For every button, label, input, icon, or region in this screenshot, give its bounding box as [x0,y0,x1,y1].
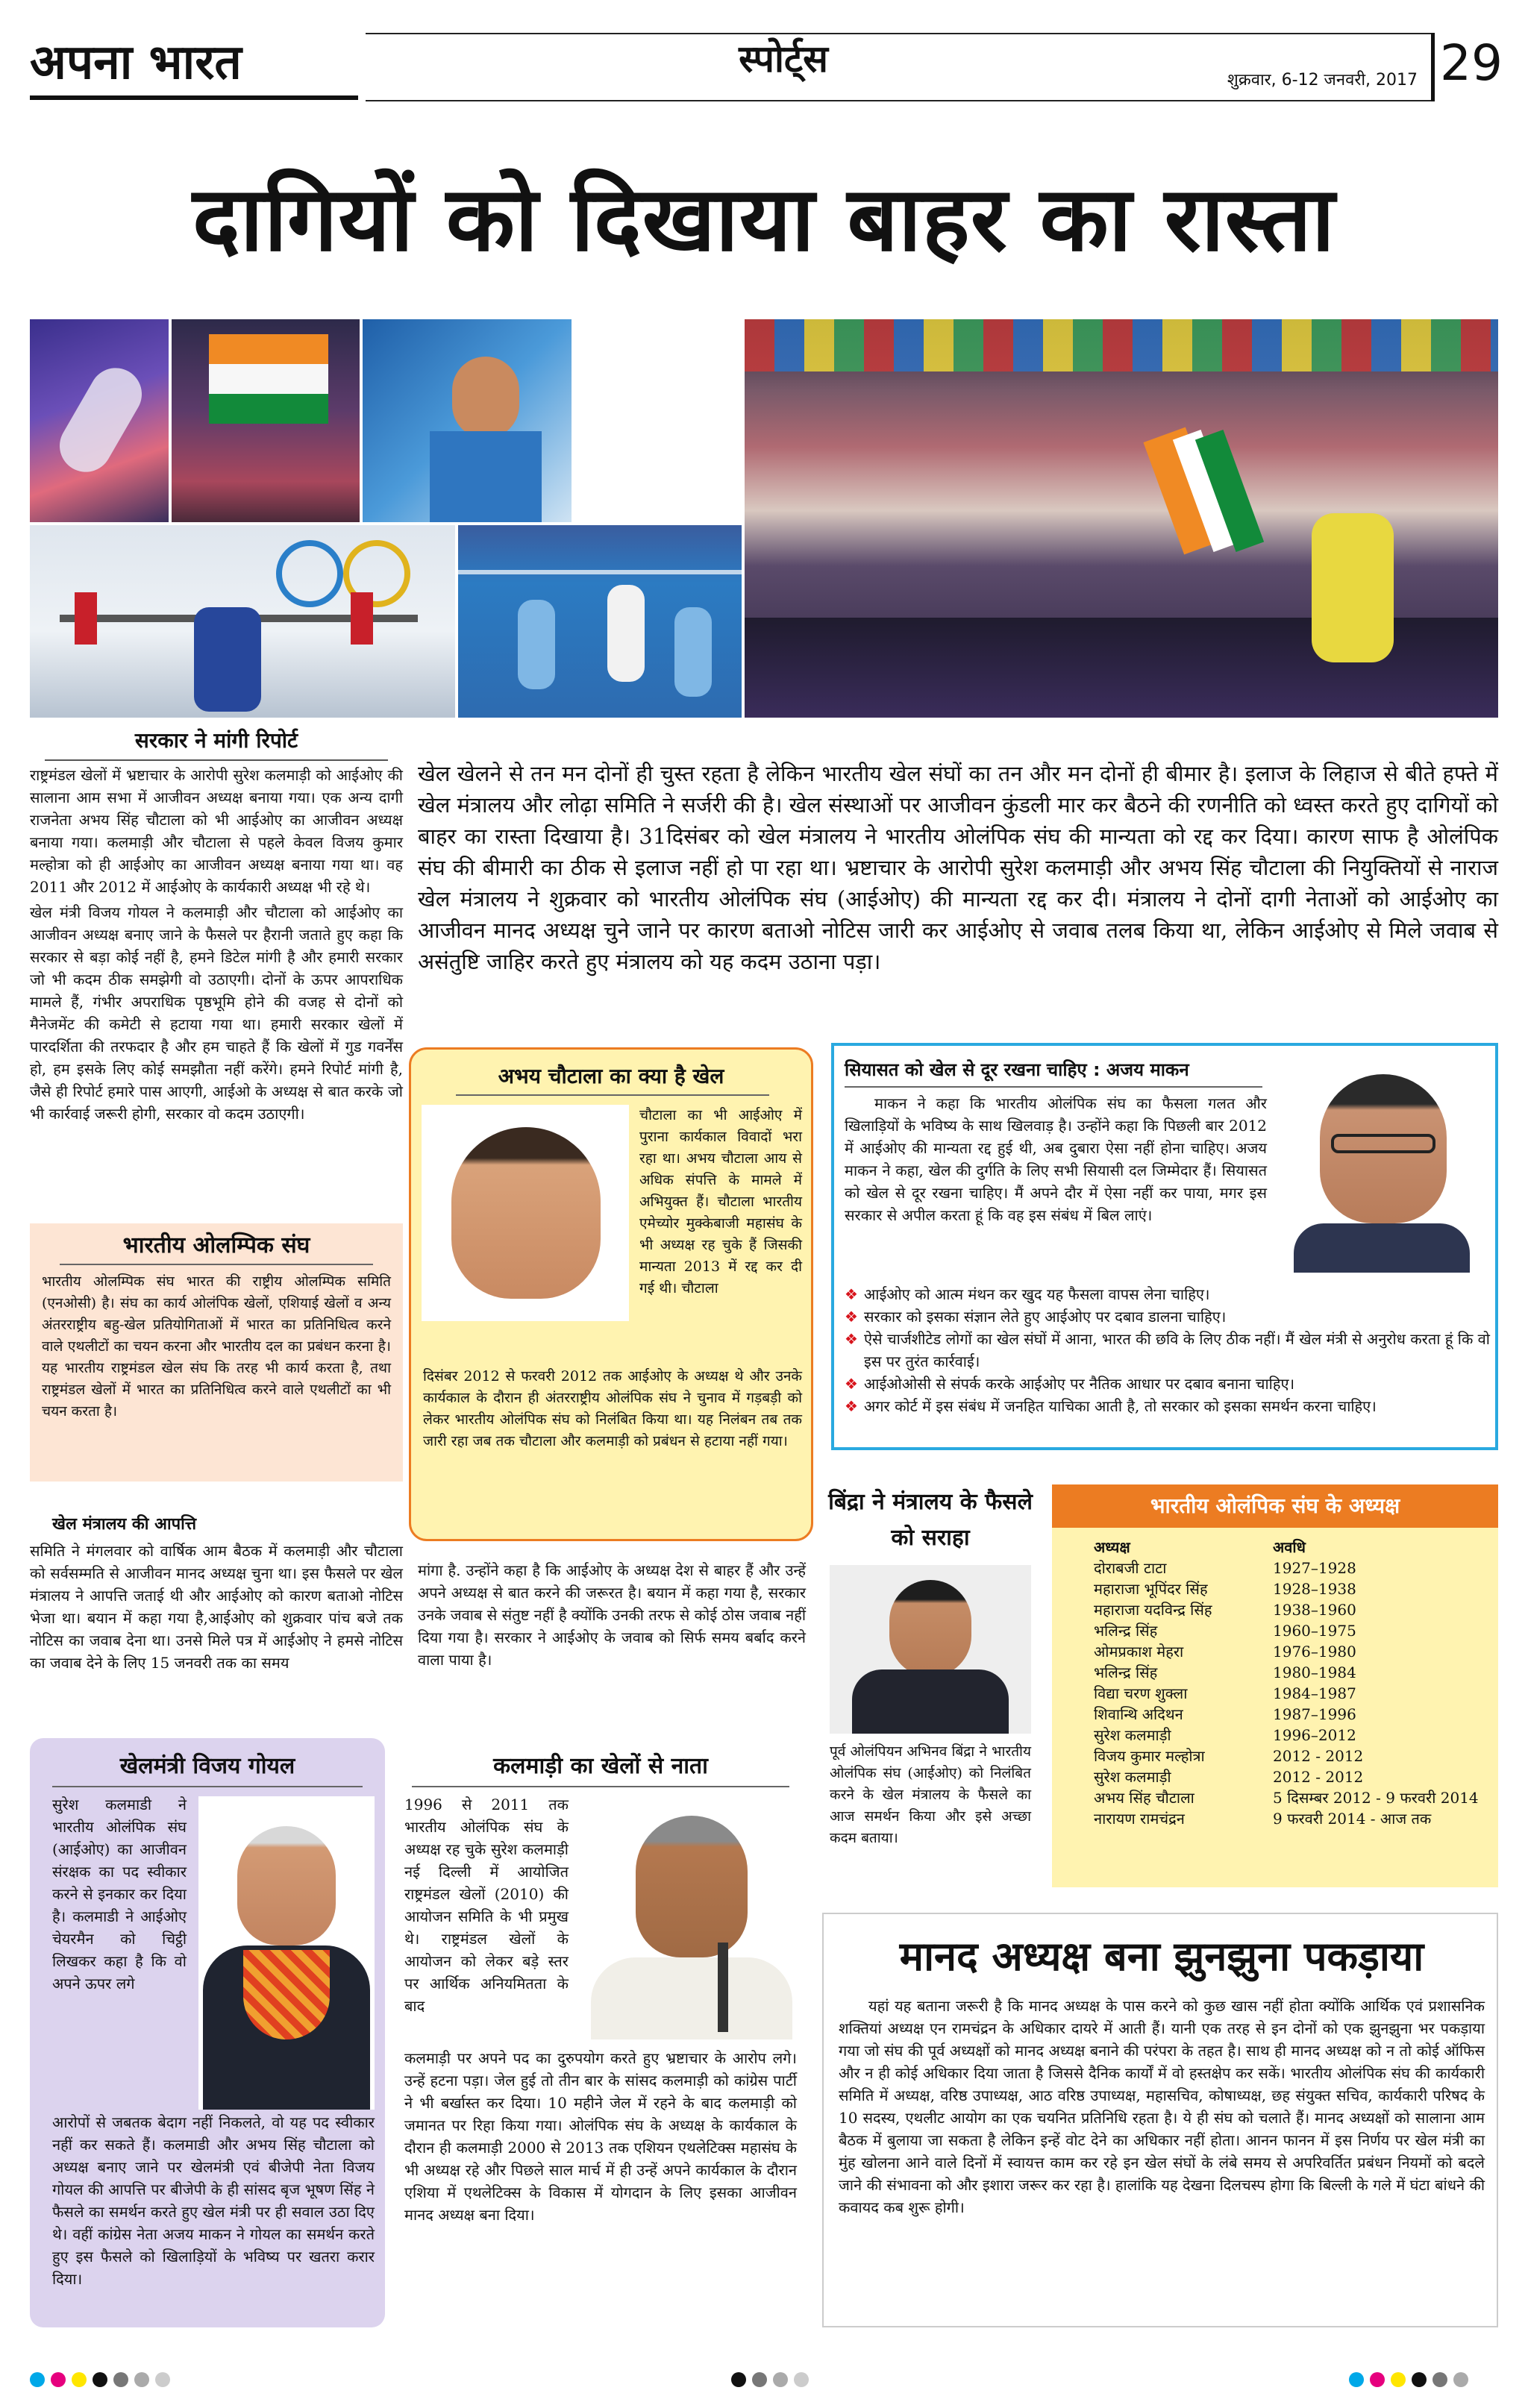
registration-marks-left [30,2372,254,2390]
registration-dot [731,2372,746,2387]
col-name-header: अध्यक्ष [1094,1538,1130,1556]
kalmadi-box-rule [412,1786,789,1787]
goel-text-bottom: आरोपों से जबतक बेदाग नहीं निकलते, वो यह पद स्वीकार नहीं कर सकते हैं। कलमाडी और अभय सिंह चौटाला को अध्यक्ष बनाए जाने पर खेलमंत्री एवं बीजेपी नेता विजय गोयल की आपत्ति पर बीजेपी के ही सांसद बृज भूषण सिंह ने फैसले का समर्थन करते हुए खेल मंत्री पर ही सवाल उठा दिए थे। वहीं कांग्रेस नेता अजय माकन ने गोयल का समर्थन करते हुए इस फैसले को खिलाड़ियों के भविष्य पर खतरा करार दिया। [52,2113,375,2288]
kalmadi-text-bottom: कलमाड़ी पर अपने पद का दुरुपयोग करते हुए भ्रष्टाचार के आरोप लगे। उन्हें हटना पड़ा। जेल हुई तो तीन बार के सांसद कलमाड़ी को कांग्रेस पार्टी ने भी बर्खास्त कर दिया। 10 महीने जेल में रहने के बाद कलमाड़ी को जमानत पर रिहा किया गया। ओलंपिक संघ के अध्यक्ष के कार्यकाल के दौरान ही कलमाड़ी 2000 से 2013 तक एशियन एथलेटिक्स महासंघ के भी अध्यक्ष रहे और पिछले साल मार्च में ही उन्हें अपने कार्यकाल के दौरान एशिया में एथलेटिक्स के विकास में योगदान के लिए इसका आजीवन मानद अध्यक्ष बना दिया। [404,2049,797,2224]
goel-portrait [198,1796,375,2110]
col-term-header: अवधि [1273,1538,1306,1556]
president-term: 2012 - 2012 [1273,1768,1364,1786]
goel-box-title: खेलमंत्री विजय गोयल [119,1753,295,1779]
ioa-box [30,1223,403,1482]
report-paragraph: राष्ट्रमंडल खेलों में भ्रष्टाचार के आरोपी सुरेश कलमाड़ी को आईओए की सालाना आम सभा में आजीवन अध्यक्ष बनाया गया। एक अन्य दागी राजनेता अभय सिंह चौटाला को भी आईओए का आजीवन अध्यक्ष बनाया गया। कलमाड़ी और चौटाला से पहले केवल विजय कुमार मल्होत्रा को ही आईओए का आजीवन अध्यक्ष बनाया गया था। वह 2011 और 2012 में आईओए के कार्यकारी अध्यक्ष भी रहे थे। [30,766,403,896]
kalmadi-portrait [583,1793,800,2039]
president-term: 2012 - 2012 [1273,1747,1364,1765]
chautala-box-rule [456,1094,769,1096]
kalmadi-box-title: कलमाड़ी का खेलों से नाता [493,1753,708,1779]
president-term: 1976–1980 [1273,1643,1356,1661]
president-term: 1927–1928 [1273,1559,1356,1577]
registration-dot [1349,2372,1364,2387]
table-row [1089,1599,1485,1620]
registration-dot [113,2372,128,2387]
maken-bullet: ❖ आईओए को आत्म मंथन कर खुद यह फैसला वापस लेना चाहिए। [845,1283,1267,1305]
goel-box [30,1738,385,2327]
logo: अपना भारत [30,35,242,90]
chautala-portrait [422,1105,629,1321]
president-name: सुरेश कलमाड़ी [1094,1768,1171,1786]
registration-dot [794,2372,809,2387]
issue-date: शुक्रवार, 6-12 जनवरी, 2017 [1227,71,1418,90]
president-name: शिवान्थि अदिथन [1094,1705,1183,1723]
maken-bullet: ❖ ऐसे चार्जशीटेड लोगों का खेल संघों में आना, भारत की छवि के लिए ठीक नहीं। मैं खेल मंत्री से अनुरोध करता हूं कि वो इस पर तुरंत कार्रवाई। [845,1328,1491,1373]
goel-text-side: सुरेश कलमाडी ने भारतीय ओलंपिक संघ (आईओए) का आजीवन संरक्षक का पद स्वीकार करने से इनकार कर दिया है। कलमाडी ने आईओए चेयरमैन को चिट्ठी लिखकर कहा है कि वो अपने ऊपर लगे [52,1796,187,1992]
ioa-box-rule [60,1264,373,1265]
maken-text: माकन ने कहा कि भारतीय ओलंपिक संघ का फैसला गलत और खिलाड़ियों के भविष्य के साथ खिलवाड़ है। उन्होंने कहा कि पिछली बार 2012 में आईओए की मान्यता रद्द हुई थी, अब दुबारा ऐसा नहीं होना चाहिए। अजय माकन ने कहा, खेल की दुर्गति के लिए सभी सियासी दल जिम्मेदार हैं। सियासत को खेल से दूर रखना चाहिए। मैं अपने दौर में ऐसा नहीं कर पाया, मगर इस सरकार से अपील करता हूं कि वह इस संबंध में बिल लाएं। [845,1094,1267,1224]
table-row [1089,1766,1485,1787]
president-name: विद्या चरण शुक्ला [1094,1684,1188,1702]
report-title: सरकार ने मांगी रिपोर्ट [134,728,298,753]
registration-dot [155,2372,170,2387]
registration-dot [1453,2372,1468,2387]
chautala-box [409,1047,813,1541]
president-name: विजय कुमार मल्होत्रा [1094,1747,1205,1765]
table-row [1089,1704,1485,1725]
maken-portrait [1279,1059,1485,1273]
president-name: भलिन्द्र सिंह [1094,1622,1158,1640]
registration-dot [752,2372,767,2387]
maken-bullets [845,1283,1491,1447]
page-number: 29 [1440,34,1503,92]
report-paragraph: खेल मंत्री विजय गोयल ने कलमाड़ी और चौटाला को आईओए का आजीवन अध्यक्ष बनाए जाने के फैसले पर हैरानी जताते हुए कहा कि सरकार से बड़ा कोई नहीं है, हमने डिटेल मांगी है और हमारी सरकार जो भी कदम ठीक समझेगी वो उठाएगी। दोनों के ऊपर आपराधिक मामले हैं, गंभीर अपराधिक पृष्ठभूमि होने की वजह से दोनों को मैनेजमेंट की कमेटी से हटाया गया था। हमारी सरकार खेलों में पारदर्शिता की तरफदार है और हम चाहते हैं कि खेलों में गुड गवर्नेंस हो, हम इसके लिए कोई समझौता नहीं करेंगे। हमने रिपोर्ट मांगी है, जैसे ही रिपोर्ट हमारे पास आएगी, आईओ के अध्यक्ष से बात करके जो भी कार्रवाई जरूरी होगी, सरकार वो कदम उठाएगी। [30,903,403,1123]
table-row [1089,1620,1485,1641]
president-name: दोराबजी टाटा [1094,1559,1167,1577]
president-term: 1996–2012 [1273,1726,1356,1744]
president-term: 9 फरवरी 2014 - आज तक [1273,1810,1432,1828]
president-name: भलिन्द्र सिंह [1094,1664,1158,1681]
ministry-title: खेल मंत्रालय की आपत्ति [52,1515,197,1534]
masthead-rule-bottom [366,100,1432,101]
gymnast-photo [30,319,169,522]
table-row [1089,1662,1485,1683]
registration-marks-right [1349,2372,1498,2390]
table-row [1089,1808,1485,1829]
registration-dot [30,2372,45,2387]
chautala-text-side: चौटाला का भी आईओए में पुराना कार्यकाल विवादों भरा रहा था। अभय चौटाला आय से अधिक संपत्ति के मामले में अभियुक्त हैं। चौटाला भारतीय एमेच्योर मुक्केबाजी महासंघ के भी अध्यक्ष रह चुके हैं जिसकी मान्यता 2013 में रद्द कर दी गई थी। चौटाला [639,1107,802,1297]
bindra-portrait [830,1565,1031,1734]
registration-dot [1432,2372,1447,2387]
table-row [1089,1683,1485,1704]
registration-dot [1370,2372,1385,2387]
opening-ceremony-photo [745,319,1498,718]
honorary-box [822,1913,1498,2327]
archer-photo [363,319,572,522]
report-title-rule [45,759,388,761]
president-term: 1984–1987 [1273,1684,1356,1702]
table-row [1089,1578,1485,1599]
president-term: 1987–1996 [1273,1705,1356,1723]
page-number-divider [1431,33,1435,101]
table-row [1089,1787,1485,1808]
president-name: महाराजा भूपिंदर सिंह [1094,1580,1208,1598]
table-row [1089,1558,1485,1578]
chautala-box-title: अभय चौटाला का क्या है खेल [498,1064,724,1088]
honorary-text: यहां यह बताना जरूरी है कि मानद अध्यक्ष के पास करने को कुछ खास नहीं होता क्योंकि आर्थिक एवं प्रशासनिक शक्तियां अध्यक्ष एन रामचंद्रन के अधिकार दायरे में आती हैं। यानी एक तरह से इन दोनों को एक झुनझुना भर पकड़ाया गया जो संघ की पूर्व अध्यक्षों को मानद अध्यक्ष बनाने की परंपरा के तहत है। साथ ही मानद अध्यक्ष को न तो कोई ऑफिस और न ही कोई अधिकार दिया जाता है जिससे दैनिक कार्यों में वो हस्तक्षेप कर सकें। भारतीय ओलंपिक संघ की कार्यकारी समिति में अध्यक्ष, वरिष्ठ उपाध्यक्ष, आठ वरिष्ठ उपाध्यक्ष, महासचिव, कोषाध्यक्ष, छह संयुक्त सचिव, कार्यकारी परिषद के 10 सदस्य, एथलीट आयोग का एक चयनित प्रतिनिधि रहता है। ये ही संघ को चलाते हैं। मानद अध्यक्षों को सालाना आम बैठक में बुलाया जा सकता है लेकिन इन्हें वोट देने का अधिकार नहीं होता। आनन फानन में इस निर्णय पर खेल मंत्री का मुंह खोलना आने वाले दिनों में स्वायत्त काम कर रहे इन खेल संघों के लंबे समय से अपरिवर्तित प्रबंधन नियमों को बदले जाने की संभावना को और इशारा जरूर कर रहा है। हालांकि यह देखना दिलचस्प होगा कि बिल्ली के गले में घंटा बांधने की कवायद कब शुरू होगी। [839,1997,1485,2216]
section-label: स्पोर्ट्स [739,37,828,81]
kalmadi-box [397,1738,804,2327]
report-body [30,764,403,1219]
presidents-table [1089,1537,1485,1829]
president-term: 1960–1975 [1273,1622,1356,1640]
presidents-box-title: भारतीय ओलंपिक संघ के अध्यक्ष [1052,1484,1498,1528]
ioa-box-title: भारतीय ओलम्पिक संघ [122,1232,310,1258]
president-term: 1938–1960 [1273,1601,1356,1619]
registration-dot [93,2372,107,2387]
registration-marks-center [731,2372,880,2390]
president-term: 1980–1984 [1273,1664,1356,1681]
maken-bullet: ❖ सरकार को इसका संज्ञान लेते हुए आईओए पर दबाव डालना चाहिए। [845,1305,1491,1328]
bindra-text: पूर्व ओलंपियन अभिनव बिंद्रा ने भारतीय ओलंपिक संघ (आईओए) को निलंबित करने के खेल मंत्रालय के फैसले का आज समर्थन किया और इसे अच्छा कदम बताया। [830,1743,1031,1846]
lead-paragraph: खेल खेलने से तन मन दोनों ही चुस्त रहता है लेकिन भारतीय खेल संघों का तन और मन दोनों ही बीमार है। इलाज के लिहाज से बीते हफ्ते में खेल मंत्रालय और लोढ़ा समिति ने सर्जरी की है। खेल संस्थाओं पर आजीवन कुंडली मार कर बैठने की रणनीति को ध्वस्त करते हुए दागियों को बाहर का रास्ता दिखाया है। 31दिसंबर को खेल मंत्रालय ने भारतीय ओलंपिक संघ की मान्यता को रद्द कर दिया। कारण साफ है ओलंपिक संघ की बीमारी का ठीक से इलाज नहीं हो पा रहा था। भ्रष्टाचार के आरोपी सुरेश कलमाड़ी और अभय सिंह चौटाला की नियुक्तियों से नाराज खेल मंत्रालय ने शुक्रवार को भारतीय ओलंपिक संघ (आईओए) की मान्यता रद्द कर दी। मंत्रालय ने दोनों दागी नेताओं को आईओए का आजीवन मानद अध्यक्ष चुने जाने पर कारण बताओ नोटिस जारी कर आईओए से जवाब तलब किया था, लेकिन आईओए से मिले जवाब से असंतुष्टि जाहिर करते हुए मंत्रालय को यह कदम उठाना पड़ा। [418,761,1498,974]
ministry-text-right: मांगा है. उन्होंने कहा है कि आईओए के अध्यक्ष देश से बाहर हैं और उन्हें अपने अध्यक्ष से बात करने की जरूरत है। बयान में कहा गया है, सरकार उनके जवाब से संतुष्ट नहीं है क्योंकि उनकी तरफ से कोई ठोस जवाब नहीं दिया गया है। सरकार ने आईओए के जवाब को सिर्फ समय बर्बाद करने वाला पाया है। [418,1561,806,1669]
registration-dot [1412,2372,1427,2387]
maken-box-title: सियासत को खेल से दूर रखना चाहिए : अजय माकन [845,1059,1189,1080]
maken-box [831,1043,1498,1450]
honorary-title: मानद अध्यक्ष बना झुनझुना पकड़ाया [899,1933,1424,1980]
bindra-box [822,1484,1039,1887]
president-term: 5 दिसम्बर 2012 - 9 फरवरी 2014 [1273,1789,1479,1807]
president-name: ओमप्रकाश मेहरा [1094,1643,1184,1661]
registration-dot [72,2372,87,2387]
presidents-table-header [1089,1537,1485,1558]
president-name: महाराजा यदविन्द्र सिंह [1094,1601,1212,1619]
maken-box-rule [845,1086,1262,1088]
logo-underline [30,95,358,100]
hockey-photo [458,525,742,718]
registration-dot [51,2372,66,2387]
registration-dot [773,2372,788,2387]
bindra-box-title: बिंद्रा ने मंत्रालय के फैसले को सराहा [828,1489,1033,1551]
masthead-rule-top [366,33,1432,34]
masthead [30,22,1503,104]
president-name: सुरेश कलमाड़ी [1094,1726,1171,1744]
registration-dot [1391,2372,1406,2387]
ministry-text-left: समिति ने मंगलवार को वार्षिक आम बैठक में कलमाड़ी और चौटाला को सर्वसम्मति से आजीवन मानद अध्यक्ष चुना था। इस फैसले पर खेल मंत्रालय ने आपत्ति जताई थी और आईओए को कारण बताओ नोटिस भेजा था। बयान में कहा गया है,आईओए को शुक्रवार पांच बजे तक नोटिस का जवाब देना था। उनसे मिले पत्र में आईओए ने हमसे नोटिस का जवाब देने के लिए 15 जनवरी तक का समय [30,1542,403,1672]
ioa-box-text: भारतीय ओलम्पिक संघ भारत की राष्ट्रीय ओलम्पिक समिति (एनओसी) है। संघ का कार्य ओलंपिक खेलों, एशियाई खेलों व अन्य अंतरराष्ट्रीय बहु-खेल प्रतियोगिताओं में भारत का प्रतिनिधित्व करने वाले एथलीटों का चयन करना और भारतीय दल का प्रबंधन करना है। यह भारतीय राष्ट्रमंडल खेल संघ कि तरह भी कार्य करता है, तथा राष्ट्रमंडल खेलों में भारत का प्रतिनिधित्व करने वाले एथलीटों का भी चयन करता है। [42,1273,391,1420]
weightlifter-photo [30,525,455,718]
fans-flag-photo [172,319,360,522]
chautala-text-bottom: दिसंबर 2012 से फरवरी 2012 तक आईओए के अध्यक्ष थे और उनके कार्यकाल के दौरान ही अंतरराष्ट्रीय ओलंपिक संघ ने चुनाव में गड़बड़ी को लेकर भारतीय ओलंपिक संघ को निलंबित किया था। यह निलंबन तब तक जारी रहा जब तक चौटाला और कलमाड़ी को प्रबंधन से हटाया नहीं गया। [423,1368,802,1449]
presidents-box [1052,1484,1498,1887]
registration-dot [134,2372,149,2387]
president-name: नारायण रामचंद्रन [1094,1810,1185,1828]
maken-bullet: ❖ आईओओसी से संपर्क करके आईओए पर नैतिक आधार पर दबाव बनाना चाहिए। [845,1373,1491,1395]
goel-box-rule [52,1786,363,1787]
maken-bullet: ❖ अगर कोर्ट में इस संबंध में जनहित याचिका आती है, तो सरकार को इसका समर्थन करना चाहिए। [845,1395,1491,1417]
kalmadi-text-side: 1996 से 2011 तक भारतीय ओलंपिक संघ के अध्यक्ष रह चुके सुरेश कलमाड़ी नई दिल्ली में आयोजित राष्ट्रमंडल खेलों (2010) की आयोजन समिति के भी प्रमुख थे। राष्ट्रमंडल खेलों के आयोजन को लेकर बड़े स्तर पर आर्थिक अनियमितता के बाद [404,1796,569,2015]
president-term: 1928–1938 [1273,1580,1356,1598]
table-row [1089,1725,1485,1746]
table-row [1089,1641,1485,1662]
table-row [1089,1746,1485,1766]
president-name: अभय सिंह चौटाला [1094,1789,1194,1807]
main-headline: दागियों को दिखाया बाहर का रास्ता [192,168,1336,272]
